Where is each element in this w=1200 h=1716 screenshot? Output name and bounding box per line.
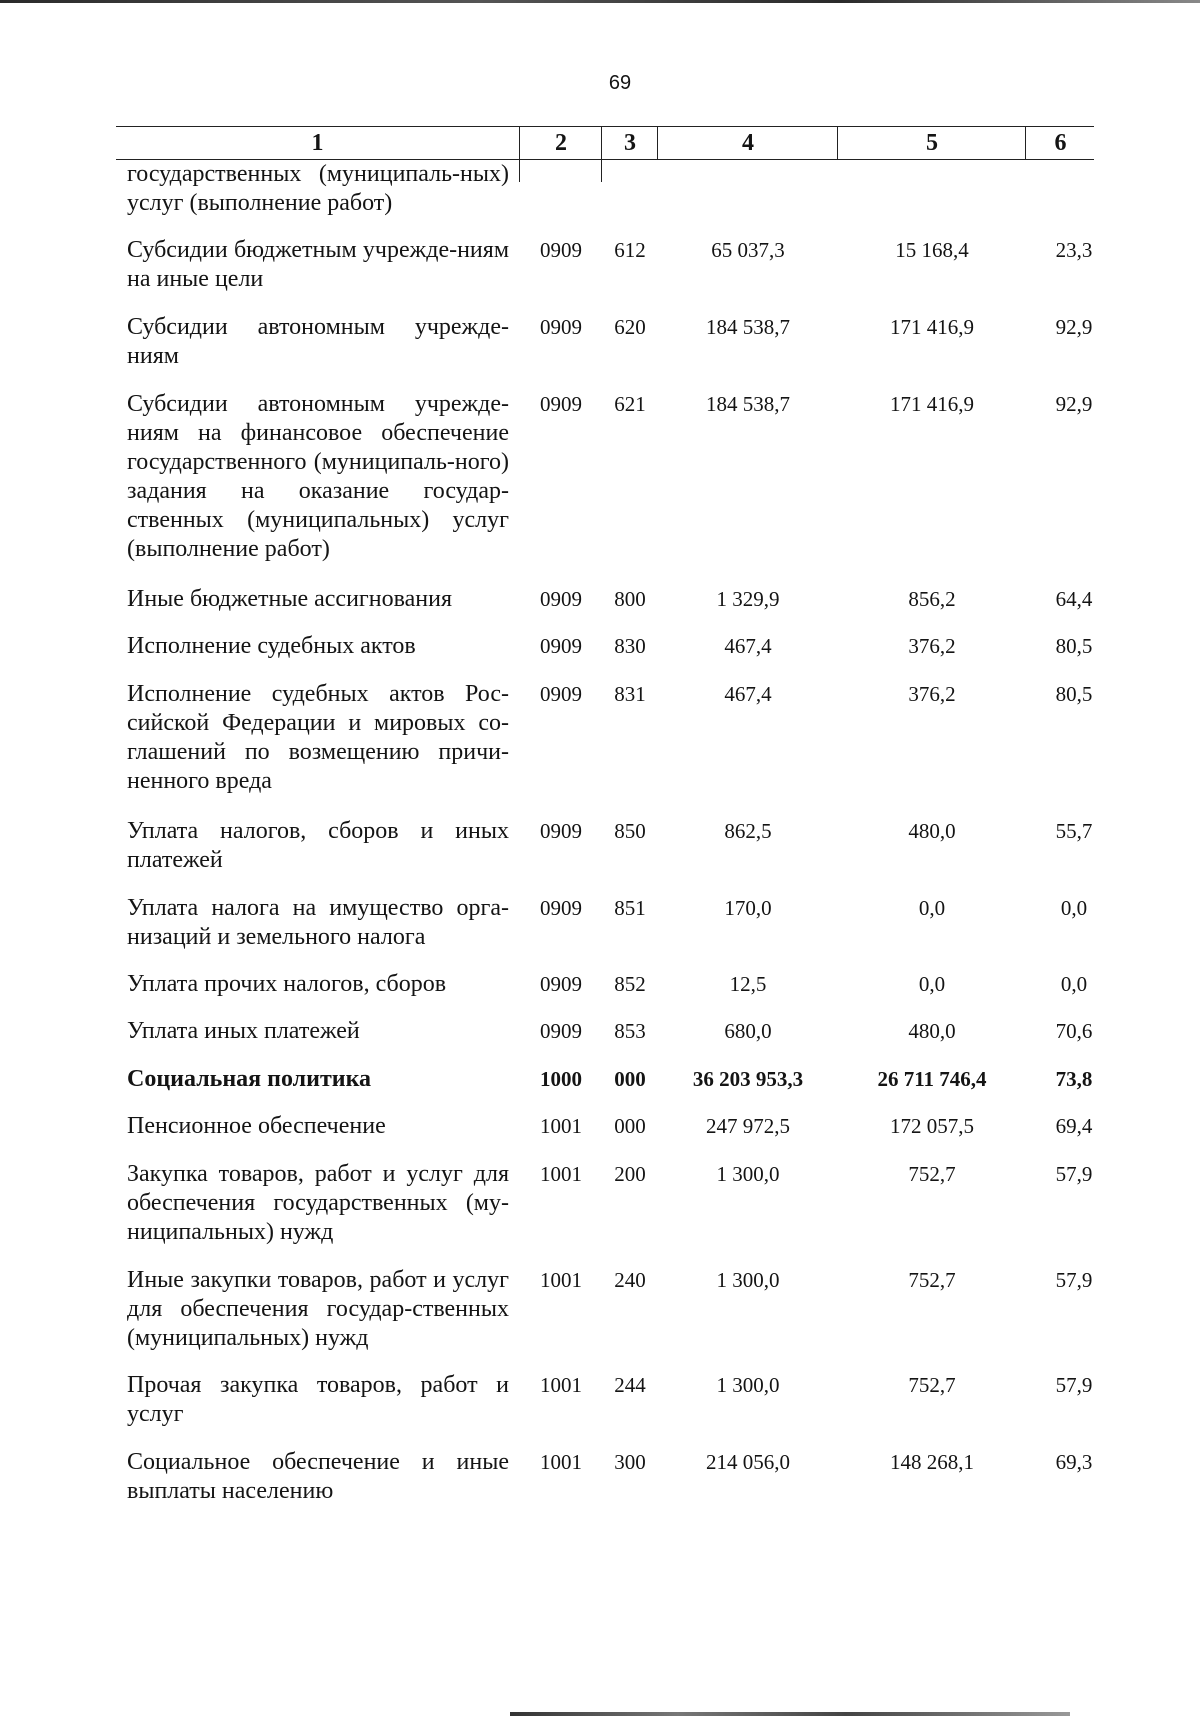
row-description: Закупка товаров, работ и услуг для обеспечения государственных (му-ниципальных) нужд xyxy=(127,1161,509,1245)
row-type-code: 300 xyxy=(614,1450,646,1474)
row-actual-value: 15 168,4 xyxy=(895,238,969,262)
row-percent-value: 0,0 xyxy=(1060,896,1088,920)
row-description: Иные бюджетные ассигнования xyxy=(127,586,452,612)
header-col-6: 6 xyxy=(1025,127,1095,159)
row-plan-value: 467,4 xyxy=(724,634,772,658)
row-description: Исполнение судебных актов xyxy=(127,633,416,659)
row-percent-value: 92,9 xyxy=(1055,392,1093,416)
row-actual-value: 480,0 xyxy=(908,1019,956,1043)
row-type-code: 620 xyxy=(614,315,646,339)
header-col-1: 1 xyxy=(311,130,324,156)
row-percent-value: 80,5 xyxy=(1055,634,1093,658)
row-description: государственных (муниципаль-ных) услуг (выполнение работ) xyxy=(127,161,509,216)
row-section-code: 0909 xyxy=(540,634,582,658)
row-type-code: 000 xyxy=(614,1114,646,1138)
scan-edge-bottom xyxy=(510,1712,1070,1716)
header-col-2: 2 xyxy=(519,127,602,159)
row-description: Уплата налогов, сборов и иных платежей xyxy=(127,818,509,873)
row-plan-value: 36 203 953,3 xyxy=(692,1067,804,1091)
row-type-code: 831 xyxy=(614,682,646,706)
row-section-code: 1001 xyxy=(540,1162,582,1186)
row-description: Прочая закупка товаров, работ и услуг xyxy=(127,1372,509,1427)
row-type-code: 244 xyxy=(614,1373,646,1397)
row-actual-value: 752,7 xyxy=(908,1373,956,1397)
row-percent-value: 57,9 xyxy=(1055,1162,1093,1186)
row-section-code: 1001 xyxy=(540,1450,582,1474)
row-type-code: 851 xyxy=(614,896,646,920)
row-plan-value: 862,5 xyxy=(724,819,772,843)
row-description: Уплата налога на имущество орга-низаций и земельного налога xyxy=(127,895,509,950)
row-section-code: 0909 xyxy=(540,682,582,706)
row-percent-value: 92,9 xyxy=(1055,315,1093,339)
row-type-code: 240 xyxy=(614,1268,646,1292)
row-description: Иные закупки товаров, работ и услуг для обеспечения государ-ственных (муниципальных) нужд xyxy=(127,1267,509,1351)
row-type-code: 830 xyxy=(614,634,646,658)
row-percent-value: 69,4 xyxy=(1055,1114,1093,1138)
row-percent-value: 80,5 xyxy=(1055,682,1093,706)
row-section-code: 0909 xyxy=(540,315,582,339)
row-plan-value: 184 538,7 xyxy=(706,315,790,339)
row-section-code: 0909 xyxy=(540,896,582,920)
row-type-code: 200 xyxy=(614,1162,646,1186)
row-plan-value: 467,4 xyxy=(724,682,772,706)
row-section-code: 0909 xyxy=(540,972,582,996)
row-section-code: 1001 xyxy=(540,1114,582,1138)
row-actual-value: 376,2 xyxy=(908,682,956,706)
row-type-code: 853 xyxy=(614,1019,646,1043)
row-section-code: 0909 xyxy=(540,392,582,416)
row-percent-value: 0,0 xyxy=(1060,972,1088,996)
row-plan-value: 1 300,0 xyxy=(716,1268,780,1292)
row-actual-value: 0,0 xyxy=(918,972,946,996)
row-type-code: 852 xyxy=(614,972,646,996)
row-type-code: 621 xyxy=(614,392,646,416)
row-description: Уплата прочих налогов, сборов xyxy=(127,971,447,997)
row-actual-value: 172 057,5 xyxy=(890,1114,974,1138)
row-type-code: 850 xyxy=(614,819,646,843)
row-actual-value: 856,2 xyxy=(908,587,956,611)
row-percent-value: 69,3 xyxy=(1055,1450,1093,1474)
row-plan-value: 214 056,0 xyxy=(706,1450,790,1474)
row-actual-value: 0,0 xyxy=(918,896,946,920)
row-description: Субсидии автономным учрежде-ниям xyxy=(127,314,509,369)
row-plan-value: 680,0 xyxy=(724,1019,772,1043)
row-percent-value: 73,8 xyxy=(1055,1067,1093,1091)
table-header xyxy=(116,126,1094,160)
row-plan-value: 1 300,0 xyxy=(716,1373,780,1397)
row-section-code: 0909 xyxy=(540,819,582,843)
header-col-4: 4 xyxy=(657,127,838,159)
row-actual-value: 480,0 xyxy=(908,819,956,843)
row-type-code: 800 xyxy=(614,587,646,611)
row-description: Исполнение судебных актов Рос-сийской Федерации и мировых со-глашений по возмещению причи-ненного вреда xyxy=(127,681,509,794)
row-actual-value: 171 416,9 xyxy=(890,315,974,339)
row-actual-value: 376,2 xyxy=(908,634,956,658)
row-actual-value: 171 416,9 xyxy=(890,392,974,416)
row-section-code: 1001 xyxy=(540,1268,582,1292)
row-actual-value: 752,7 xyxy=(908,1162,956,1186)
row-type-code: 612 xyxy=(614,238,646,262)
row-plan-value: 247 972,5 xyxy=(706,1114,790,1138)
row-plan-value: 184 538,7 xyxy=(706,392,790,416)
row-section-code: 0909 xyxy=(540,238,582,262)
row-description: Пенсионное обеспечение xyxy=(127,1113,386,1139)
row-type-code: 000 xyxy=(614,1067,646,1091)
row-section-code: 0909 xyxy=(540,587,582,611)
column-rule xyxy=(601,158,602,182)
row-section-code: 0909 xyxy=(540,1019,582,1043)
page-number: 69 xyxy=(608,72,632,94)
row-description: Субсидии бюджетным учрежде-ниям на иные цели xyxy=(127,237,509,292)
row-plan-value: 12,5 xyxy=(729,972,767,996)
row-percent-value: 55,7 xyxy=(1055,819,1093,843)
row-actual-value: 148 268,1 xyxy=(890,1450,974,1474)
row-plan-value: 1 300,0 xyxy=(716,1162,780,1186)
row-description: Субсидии автономным учрежде-ниям на финансовое обеспечение государственного (муниципаль-ного) задания на оказание государ-ственных (муниципальных) услуг (выполнение работ) xyxy=(127,391,509,562)
row-section-code: 1000 xyxy=(540,1067,582,1091)
row-actual-value: 26 711 746,4 xyxy=(877,1067,987,1091)
row-actual-value: 752,7 xyxy=(908,1268,956,1292)
row-percent-value: 64,4 xyxy=(1055,587,1093,611)
scan-edge-top xyxy=(0,0,1200,3)
row-plan-value: 65 037,3 xyxy=(711,238,785,262)
row-plan-value: 1 329,9 xyxy=(716,587,780,611)
row-description: Социальная политика xyxy=(127,1066,372,1092)
row-plan-value: 170,0 xyxy=(724,896,772,920)
header-col-5: 5 xyxy=(837,127,1026,159)
row-description: Уплата иных платежей xyxy=(127,1018,360,1044)
row-percent-value: 57,9 xyxy=(1055,1268,1093,1292)
header-col-3: 3 xyxy=(601,127,658,159)
row-percent-value: 23,3 xyxy=(1055,238,1093,262)
row-percent-value: 57,9 xyxy=(1055,1373,1093,1397)
row-percent-value: 70,6 xyxy=(1055,1019,1093,1043)
row-description: Социальное обеспечение и иные выплаты населению xyxy=(127,1449,509,1504)
row-section-code: 1001 xyxy=(540,1373,582,1397)
column-rule xyxy=(519,158,520,182)
